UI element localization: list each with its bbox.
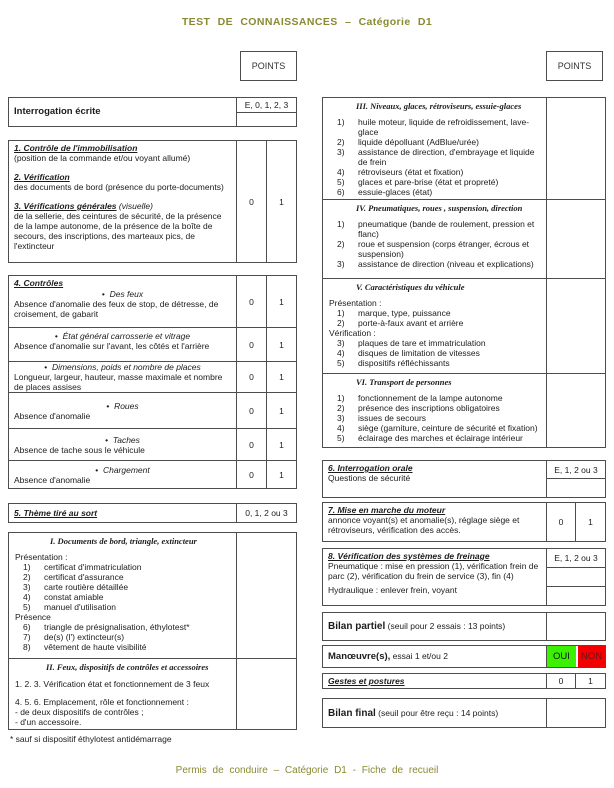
section-VI-score-cell[interactable] [546, 374, 605, 447]
item-text: huile moteur, liquide de refroidissement, lave-glace [358, 117, 530, 137]
row-desc: Absence d'anomalie sur l'avant, les côtés et l'arrière [14, 341, 210, 351]
controle-immobilisation-content [9, 141, 236, 262]
freinage-title: 8. Vérification des systèmes de freinage [328, 551, 490, 561]
item-text: disques de limitation de vitesses [358, 348, 480, 358]
bullet-icon: • [54, 331, 58, 341]
section-III-score-cell[interactable] [546, 98, 605, 199]
list-item [14, 642, 231, 652]
moteur-content [323, 503, 546, 541]
list-item [14, 582, 231, 592]
controles-row-dimensions-content [9, 362, 236, 392]
section-2-text: des documents de bord (présence du porte-documents) [14, 182, 224, 192]
item-number: 8) [23, 642, 31, 652]
controles-row-chargement [9, 460, 296, 488]
bilan-final-score-cell[interactable] [546, 699, 605, 727]
gestes-label: Gestes et postures [328, 676, 405, 686]
section-1-text: (position de la commande et/ou voyant allumé) [14, 153, 191, 163]
section-3-note: (visuelle) [118, 201, 153, 211]
table-manoeuvre [322, 645, 606, 668]
item-text: pneumatique (bande de roulement, pression et flanc) [358, 219, 535, 239]
controles-row-taches [9, 428, 296, 460]
table-right-sections [322, 97, 606, 448]
item-number: 3) [337, 147, 345, 157]
score-1-cell[interactable]: 1 [266, 461, 296, 488]
list-line: Présence [15, 612, 51, 622]
freinage-points [546, 549, 605, 605]
controles-title: 4. Contrôles [14, 278, 64, 288]
points-label: POINTS [557, 61, 592, 71]
section-1-title: 1. Contrôle de l'immobilisation [14, 143, 138, 153]
item-text: assistance de direction (niveau et explications) [358, 259, 534, 269]
item-number: 2) [337, 318, 345, 328]
section-I-score-cell[interactable] [236, 533, 296, 658]
item-number: 1) [337, 393, 345, 403]
interrogation-ecrite-score-cell[interactable] [237, 113, 296, 126]
item-number: 5) [337, 358, 345, 368]
list-item [14, 562, 231, 572]
section-pneumatiques [323, 199, 605, 278]
controles-row-taches-content [9, 429, 236, 460]
score-1-cell[interactable]: 1 [575, 503, 605, 541]
feux-line-4: - d'un accessoire. [15, 717, 82, 727]
score-1-cell[interactable]: 1 [266, 328, 296, 361]
manoeuvre-note: essai 1 et/ou 2 [392, 651, 448, 661]
feux-line-3: - de deux dispositifs de contrôles ; [15, 707, 144, 717]
section-2-title: 2. Vérification [14, 172, 70, 182]
item-text: porte-à-faux avant et arrière [358, 318, 464, 328]
freinage-content [323, 549, 546, 605]
table-freinage [322, 548, 606, 606]
section-II-score-cell[interactable] [236, 659, 296, 729]
bullet-line [14, 362, 231, 372]
list-line: Présentation : [15, 552, 68, 562]
bilan-partiel-score-cell[interactable] [546, 613, 605, 640]
list-item [328, 348, 541, 358]
table-bilan-partiel [322, 612, 606, 641]
bullet-line [14, 401, 231, 411]
section-I-title: I. Documents de bord, triangle, extincteur [50, 536, 197, 546]
bullet-icon: • [105, 435, 109, 445]
item-text: roue et suspension (corps étranger, écrous et suspension) [358, 239, 530, 259]
list-item [14, 632, 231, 642]
theme-label-cell [9, 504, 236, 522]
points-header-right [546, 51, 603, 81]
list-item [14, 622, 231, 632]
bilan-partiel-content [323, 613, 546, 640]
item-number: 5) [337, 177, 345, 187]
theme-label: 5. Thème tiré au sort [14, 508, 98, 518]
item-text: assistance de direction, d'embrayage et liquide de frein [358, 147, 535, 167]
bilan-final-line [328, 708, 541, 719]
score-1-cell[interactable]: 1 [266, 362, 296, 392]
item-number: 4) [23, 592, 31, 602]
bullet-icon: • [106, 401, 110, 411]
item-text: siège (garniture, ceinture de sécurité et fixation) [358, 423, 538, 433]
list-item [328, 413, 541, 423]
item-text: certificat d'assurance [44, 572, 124, 582]
list-item [328, 338, 541, 348]
section-V-score-cell[interactable] [546, 279, 605, 373]
score-1-cell[interactable]: 1 [266, 276, 296, 327]
moteur-title: 7. Mise en marche du moteur [328, 505, 446, 515]
bilan-final-label: Bilan final [328, 707, 376, 719]
score-1-cell[interactable]: 1 [266, 141, 296, 262]
item-text: dispositifs réfléchissants [358, 358, 450, 368]
section-niveaux [323, 98, 605, 199]
item-number: 4) [337, 423, 345, 433]
list-item [14, 572, 231, 582]
score-0-cell[interactable]: 0 [546, 674, 575, 688]
score-1-cell[interactable]: 1 [266, 393, 296, 428]
bullet-icon: • [44, 362, 48, 372]
list-item [328, 318, 541, 328]
points-header-left [240, 51, 297, 81]
row-label: Taches [112, 435, 140, 445]
theme-scale-cell[interactable]: 0, 1, 2 ou 3 [236, 504, 296, 522]
score-0-cell[interactable]: 0 [236, 429, 266, 460]
row-label: Roues [114, 401, 139, 411]
row-label: État général carrosserie et vitrage [62, 331, 191, 341]
table-controle-immobilisation [8, 140, 297, 263]
section-documents-content [9, 533, 236, 658]
moteur-text: annonce voyant(s) et anomalie(s), réglage siège et rétroviseurs, vérification des accès. [328, 515, 520, 535]
row-desc: Absence de tache sous le véhicule [14, 445, 145, 455]
section-transport [323, 373, 605, 447]
row-desc: Absence d'anomalie des feux de stop, de détresse, de croisement, de gabarit [14, 299, 219, 319]
row-label: Chargement [102, 465, 150, 475]
score-0-cell[interactable]: 0 [236, 362, 266, 392]
list-item [328, 403, 541, 413]
row-label: Des feux [109, 289, 144, 299]
interrogation-ecrite-scale: E, 0, 1, 2, 3 [237, 98, 296, 113]
row-desc: Longueur, largeur, hauteur, masse maximale et nombre de places assises [14, 372, 223, 392]
item-number: 1) [337, 219, 345, 229]
oui-cell[interactable]: OUI [546, 646, 576, 667]
table-interrogation-orale [322, 460, 606, 498]
table-theme-sections [8, 532, 297, 730]
section-caracteristiques [323, 278, 605, 373]
item-number: 1) [337, 117, 345, 127]
item-number: 5) [23, 602, 31, 612]
controles-row-carrosserie-content [9, 328, 236, 361]
list-item [328, 433, 541, 443]
freinage-line-1: Pneumatique : mise en pression (1), vérification frein de parc (2), vérification du frein de service (3), fin (4) [328, 561, 539, 581]
item-text: issues de secours [358, 413, 427, 423]
section-V-title: V. Caractéristiques du véhicule [356, 282, 465, 292]
item-number: 2) [337, 403, 345, 413]
item-text: de(s) (l') extincteur(s) [44, 632, 125, 642]
score-0-cell[interactable]: 0 [236, 328, 266, 361]
list-item [14, 602, 231, 612]
bullet-line [14, 289, 231, 299]
feux-line-2: 4. 5. 6. Emplacement, rôle et fonctionnement : [15, 697, 189, 707]
item-number: 2) [337, 239, 345, 249]
section-IV-title: IV. Pneumatiques, roues , suspension, direction [356, 203, 523, 213]
table-gestes-postures [322, 673, 606, 689]
bullet-icon: • [95, 465, 99, 475]
row-desc: Absence d'anomalie [14, 475, 91, 485]
freinage-score-cell-2[interactable] [547, 587, 605, 605]
freinage-scale: E, 1, 2 ou 3 [547, 549, 605, 568]
orale-text: Questions de sécurité [328, 473, 411, 483]
row-desc: Absence d'anomalie [14, 411, 91, 421]
bullet-icon: • [101, 289, 105, 299]
table-bilan-final [322, 698, 606, 728]
section-VI-content [323, 374, 546, 447]
item-number: 2) [23, 572, 31, 582]
controles-row-carrosserie [9, 327, 296, 361]
item-number: 7) [23, 632, 31, 642]
item-number: 5) [337, 433, 345, 443]
orale-scale: E, 1, 2 ou 3 [547, 461, 605, 479]
item-number: 3) [337, 338, 345, 348]
bilan-final-content [323, 699, 546, 727]
interrogation-ecrite-points [236, 98, 296, 126]
item-text: rétroviseurs (état et fixation) [358, 167, 464, 177]
table-mise-en-marche [322, 502, 606, 542]
score-0-cell[interactable]: 0 [236, 141, 266, 262]
section-3-text: de la sellerie, des ceintures de sécurité, de la présence de la lampe autonome, de la présence de la boîte de secours, des inscriptions, des marteaux pics, de l'extincteur [14, 211, 222, 251]
item-text: constat amiable [44, 592, 104, 602]
list-item [328, 308, 541, 318]
controles-row-feux-content [9, 276, 236, 327]
row-label: Dimensions, poids et nombre de places [51, 362, 201, 372]
list-item [328, 187, 541, 197]
score-0-cell[interactable]: 0 [236, 461, 266, 488]
controles-row-chargement-content [9, 461, 236, 488]
non-cell[interactable]: NON [576, 646, 605, 667]
interrogation-ecrite-label: Interrogation écrite [14, 106, 101, 117]
table-theme-tire-au-sort [8, 503, 297, 523]
item-text: triangle de présignalisation, éthylotest* [44, 622, 190, 632]
controles-row-feux [9, 276, 296, 327]
bilan-final-note: (seuil pour être reçu : 14 points) [378, 707, 499, 718]
table-interrogation-ecrite [8, 97, 297, 127]
item-number: 6) [337, 187, 345, 197]
item-number: 1) [337, 308, 345, 318]
item-text: vêtement de haute visibilité [44, 642, 147, 652]
item-text: présence des inscriptions obligatoires [358, 403, 500, 413]
item-text: essuie-glaces (état) [358, 187, 433, 197]
orale-content [323, 461, 546, 497]
item-text: certificat d'immatriculation [44, 562, 142, 572]
list-item [328, 177, 541, 187]
list-item [328, 358, 541, 368]
list-item [328, 147, 541, 167]
section-V-content [323, 279, 546, 373]
item-number: 1) [23, 562, 31, 572]
section-II-title: II. Feux, dispositifs de contrôles et accessoires [46, 662, 209, 672]
section-3-title: 3. Vérifications générales [14, 201, 117, 211]
bullet-line [14, 331, 231, 341]
item-text: liquide dépolluant (AdBlue/urée) [358, 137, 479, 147]
score-0-cell[interactable]: 0 [236, 393, 266, 428]
controles-row-roues [9, 392, 296, 428]
score-1-cell[interactable]: 1 [575, 674, 605, 688]
page-title: TEST DE CONNAISSANCES – Catégorie D1 [181, 16, 433, 28]
score-1-cell[interactable]: 1 [266, 429, 296, 460]
bullet-line [14, 435, 231, 445]
freinage-score-cell-1[interactable] [547, 568, 605, 587]
item-text: plaques de tare et immatriculation [358, 338, 486, 348]
item-number: 3) [337, 259, 345, 269]
item-number: 3) [23, 582, 31, 592]
points-label: POINTS [251, 61, 286, 71]
manoeuvre-line [328, 651, 541, 662]
item-number: 3) [337, 413, 345, 423]
section-III-content [323, 98, 546, 199]
bilan-partiel-line [328, 621, 541, 632]
section-documents-de-bord [9, 533, 296, 658]
page-footer: Permis de conduire – Catégorie D1 - Fiche de recueil [175, 765, 439, 776]
manoeuvre-label: Manœuvre(s), [328, 651, 391, 662]
list-item [328, 423, 541, 433]
orale-score-cell[interactable] [547, 479, 605, 497]
orale-points [546, 461, 605, 497]
item-text: carte routière détaillée [44, 582, 129, 592]
orale-title: 6. Interrogation orale [328, 463, 413, 473]
controles-row-roues-content [9, 393, 236, 428]
list-line: Présentation : [329, 298, 382, 308]
list-item [328, 137, 541, 147]
section-3-title-line [14, 201, 231, 211]
bilan-partiel-label: Bilan partiel [328, 621, 386, 632]
item-number: 2) [337, 137, 345, 147]
item-text: manuel d'utilisation [44, 602, 117, 612]
item-number: 4) [337, 348, 345, 358]
feux-line-1: 1. 2. 3. Vérification état et fonctionnement de 3 feux [15, 679, 210, 689]
section-IV-score-cell[interactable] [546, 200, 605, 278]
list-item [328, 239, 541, 259]
item-text: éclairage des marches et éclairage intérieur [358, 433, 523, 443]
bilan-partiel-note: (seuil pour 2 essais : 13 points) [387, 621, 506, 631]
footnote: * sauf si dispositif éthylotest antidémarrage [10, 734, 172, 744]
section-IV-content [323, 200, 546, 278]
controles-row-dimensions [9, 361, 296, 392]
section-feux-dispositifs [9, 658, 296, 729]
list-item [328, 167, 541, 177]
section-VI-title: VI. Transport de personnes [356, 377, 452, 387]
list-item [14, 592, 231, 602]
section-III-title: III. Niveaux, glaces, rétroviseurs, essuie-glaces [356, 101, 522, 111]
list-line: Vérification : [329, 328, 376, 338]
section-feux-content [9, 659, 236, 729]
item-text: glaces et pare-brise (état et propreté) [358, 177, 499, 187]
manoeuvre-content [323, 646, 546, 667]
list-item [328, 259, 541, 269]
bullet-line [14, 465, 231, 475]
item-number: 6) [23, 622, 31, 632]
score-0-cell[interactable]: 0 [236, 276, 266, 327]
score-0-cell[interactable]: 0 [546, 503, 575, 541]
freinage-line-2: Hydraulique : enlever frein, voyant [328, 585, 457, 595]
gestes-content [323, 674, 546, 688]
table-controles [8, 275, 297, 489]
item-text: fonctionnement de la lampe autonome [358, 393, 503, 403]
list-item [328, 393, 541, 403]
item-number: 4) [337, 167, 345, 177]
item-text: marque, type, puissance [358, 308, 451, 318]
list-item [328, 219, 541, 239]
list-item [328, 117, 541, 137]
